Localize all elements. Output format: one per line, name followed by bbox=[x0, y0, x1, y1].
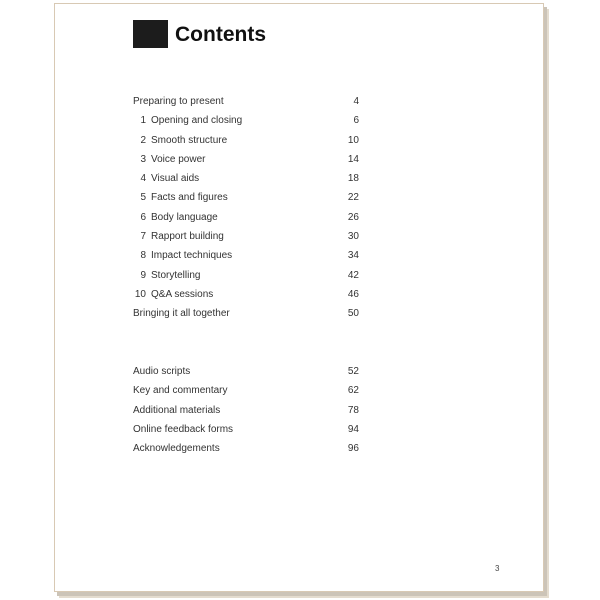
toc-entry-label: Key and commentary bbox=[133, 385, 228, 397]
toc-entry-label: Rapport building bbox=[151, 231, 224, 243]
toc-entry-label: Smooth structure bbox=[151, 134, 228, 146]
toc-entry-page: 4 bbox=[353, 96, 359, 107]
toc-entry-number: 2 bbox=[140, 134, 146, 146]
toc-entry-page: 18 bbox=[347, 173, 359, 185]
toc-entry-page: 78 bbox=[347, 404, 359, 416]
toc-entry-label: Body language bbox=[151, 211, 218, 223]
toc-entry bbox=[133, 150, 359, 169]
toc-entry-label: Q&A sessions bbox=[151, 288, 214, 300]
toc-entry-page: 26 bbox=[347, 211, 359, 223]
contents-list-back-matter bbox=[133, 362, 359, 458]
title-block-mark bbox=[133, 20, 168, 48]
toc-entry-page: 22 bbox=[347, 192, 359, 204]
toc-entry-number: 5 bbox=[140, 192, 146, 204]
toc-entry-label: Voice power bbox=[151, 153, 206, 165]
toc-entry-label: Storytelling bbox=[151, 269, 201, 281]
toc-entry-label: Preparing to present bbox=[133, 96, 224, 107]
toc-entry-label: Additional materials bbox=[133, 404, 221, 416]
toc-entry bbox=[133, 169, 359, 188]
toc-entry bbox=[133, 111, 359, 130]
toc-entry-label: Audio scripts bbox=[133, 366, 191, 377]
toc-entry-page: 62 bbox=[347, 385, 359, 397]
page-number: 3 bbox=[495, 564, 500, 573]
toc-entry-label: Opening and closing bbox=[151, 115, 243, 127]
toc-entry bbox=[133, 227, 359, 246]
toc-entry-page: 34 bbox=[347, 250, 359, 262]
toc-entry-number: 10 bbox=[134, 288, 146, 300]
toc-entry-page: 50 bbox=[347, 308, 359, 320]
toc-entry bbox=[133, 381, 359, 400]
toc-entry-number: 4 bbox=[140, 173, 146, 185]
toc-entry-number: 7 bbox=[140, 231, 146, 243]
toc-entry-label: Online feedback forms bbox=[133, 423, 234, 435]
toc-entry-page: 52 bbox=[347, 366, 359, 377]
toc-entry bbox=[133, 266, 359, 285]
toc-entry-number: 3 bbox=[140, 153, 146, 165]
toc-entry-label: Acknowledgements bbox=[133, 443, 220, 455]
toc-entry-page: 6 bbox=[353, 115, 359, 127]
toc-entry-page: 10 bbox=[347, 134, 359, 146]
toc-entry-page: 14 bbox=[347, 153, 359, 165]
toc-entry bbox=[133, 362, 359, 381]
toc-entry-label: Facts and figures bbox=[151, 192, 228, 204]
toc-entry bbox=[133, 285, 359, 304]
toc-entry-page: 30 bbox=[347, 231, 359, 243]
toc-entry-number: 6 bbox=[140, 211, 146, 223]
toc-entry bbox=[133, 304, 359, 323]
page-title: Contents bbox=[175, 23, 266, 46]
toc-entry-page: 96 bbox=[347, 443, 359, 455]
toc-entry-page: 94 bbox=[347, 423, 359, 435]
toc-entry-number: 8 bbox=[140, 250, 146, 262]
document-page bbox=[54, 3, 544, 592]
contents-list-main bbox=[133, 92, 359, 324]
toc-entry-number: 9 bbox=[140, 269, 146, 281]
toc-entry bbox=[133, 401, 359, 420]
toc-entry bbox=[133, 92, 359, 111]
toc-entry-page: 42 bbox=[347, 269, 359, 281]
toc-entry bbox=[133, 208, 359, 227]
toc-entry bbox=[133, 188, 359, 207]
toc-entry bbox=[133, 131, 359, 150]
toc-entry-number: 1 bbox=[140, 115, 146, 127]
toc-entry bbox=[133, 420, 359, 439]
toc-entry-label: Impact techniques bbox=[151, 250, 233, 262]
toc-entry-page: 46 bbox=[347, 288, 359, 300]
toc-entry bbox=[133, 246, 359, 265]
toc-entry-label: Visual aids bbox=[151, 173, 200, 185]
toc-entry bbox=[133, 439, 359, 458]
toc-entry-label: Bringing it all together bbox=[133, 308, 230, 320]
